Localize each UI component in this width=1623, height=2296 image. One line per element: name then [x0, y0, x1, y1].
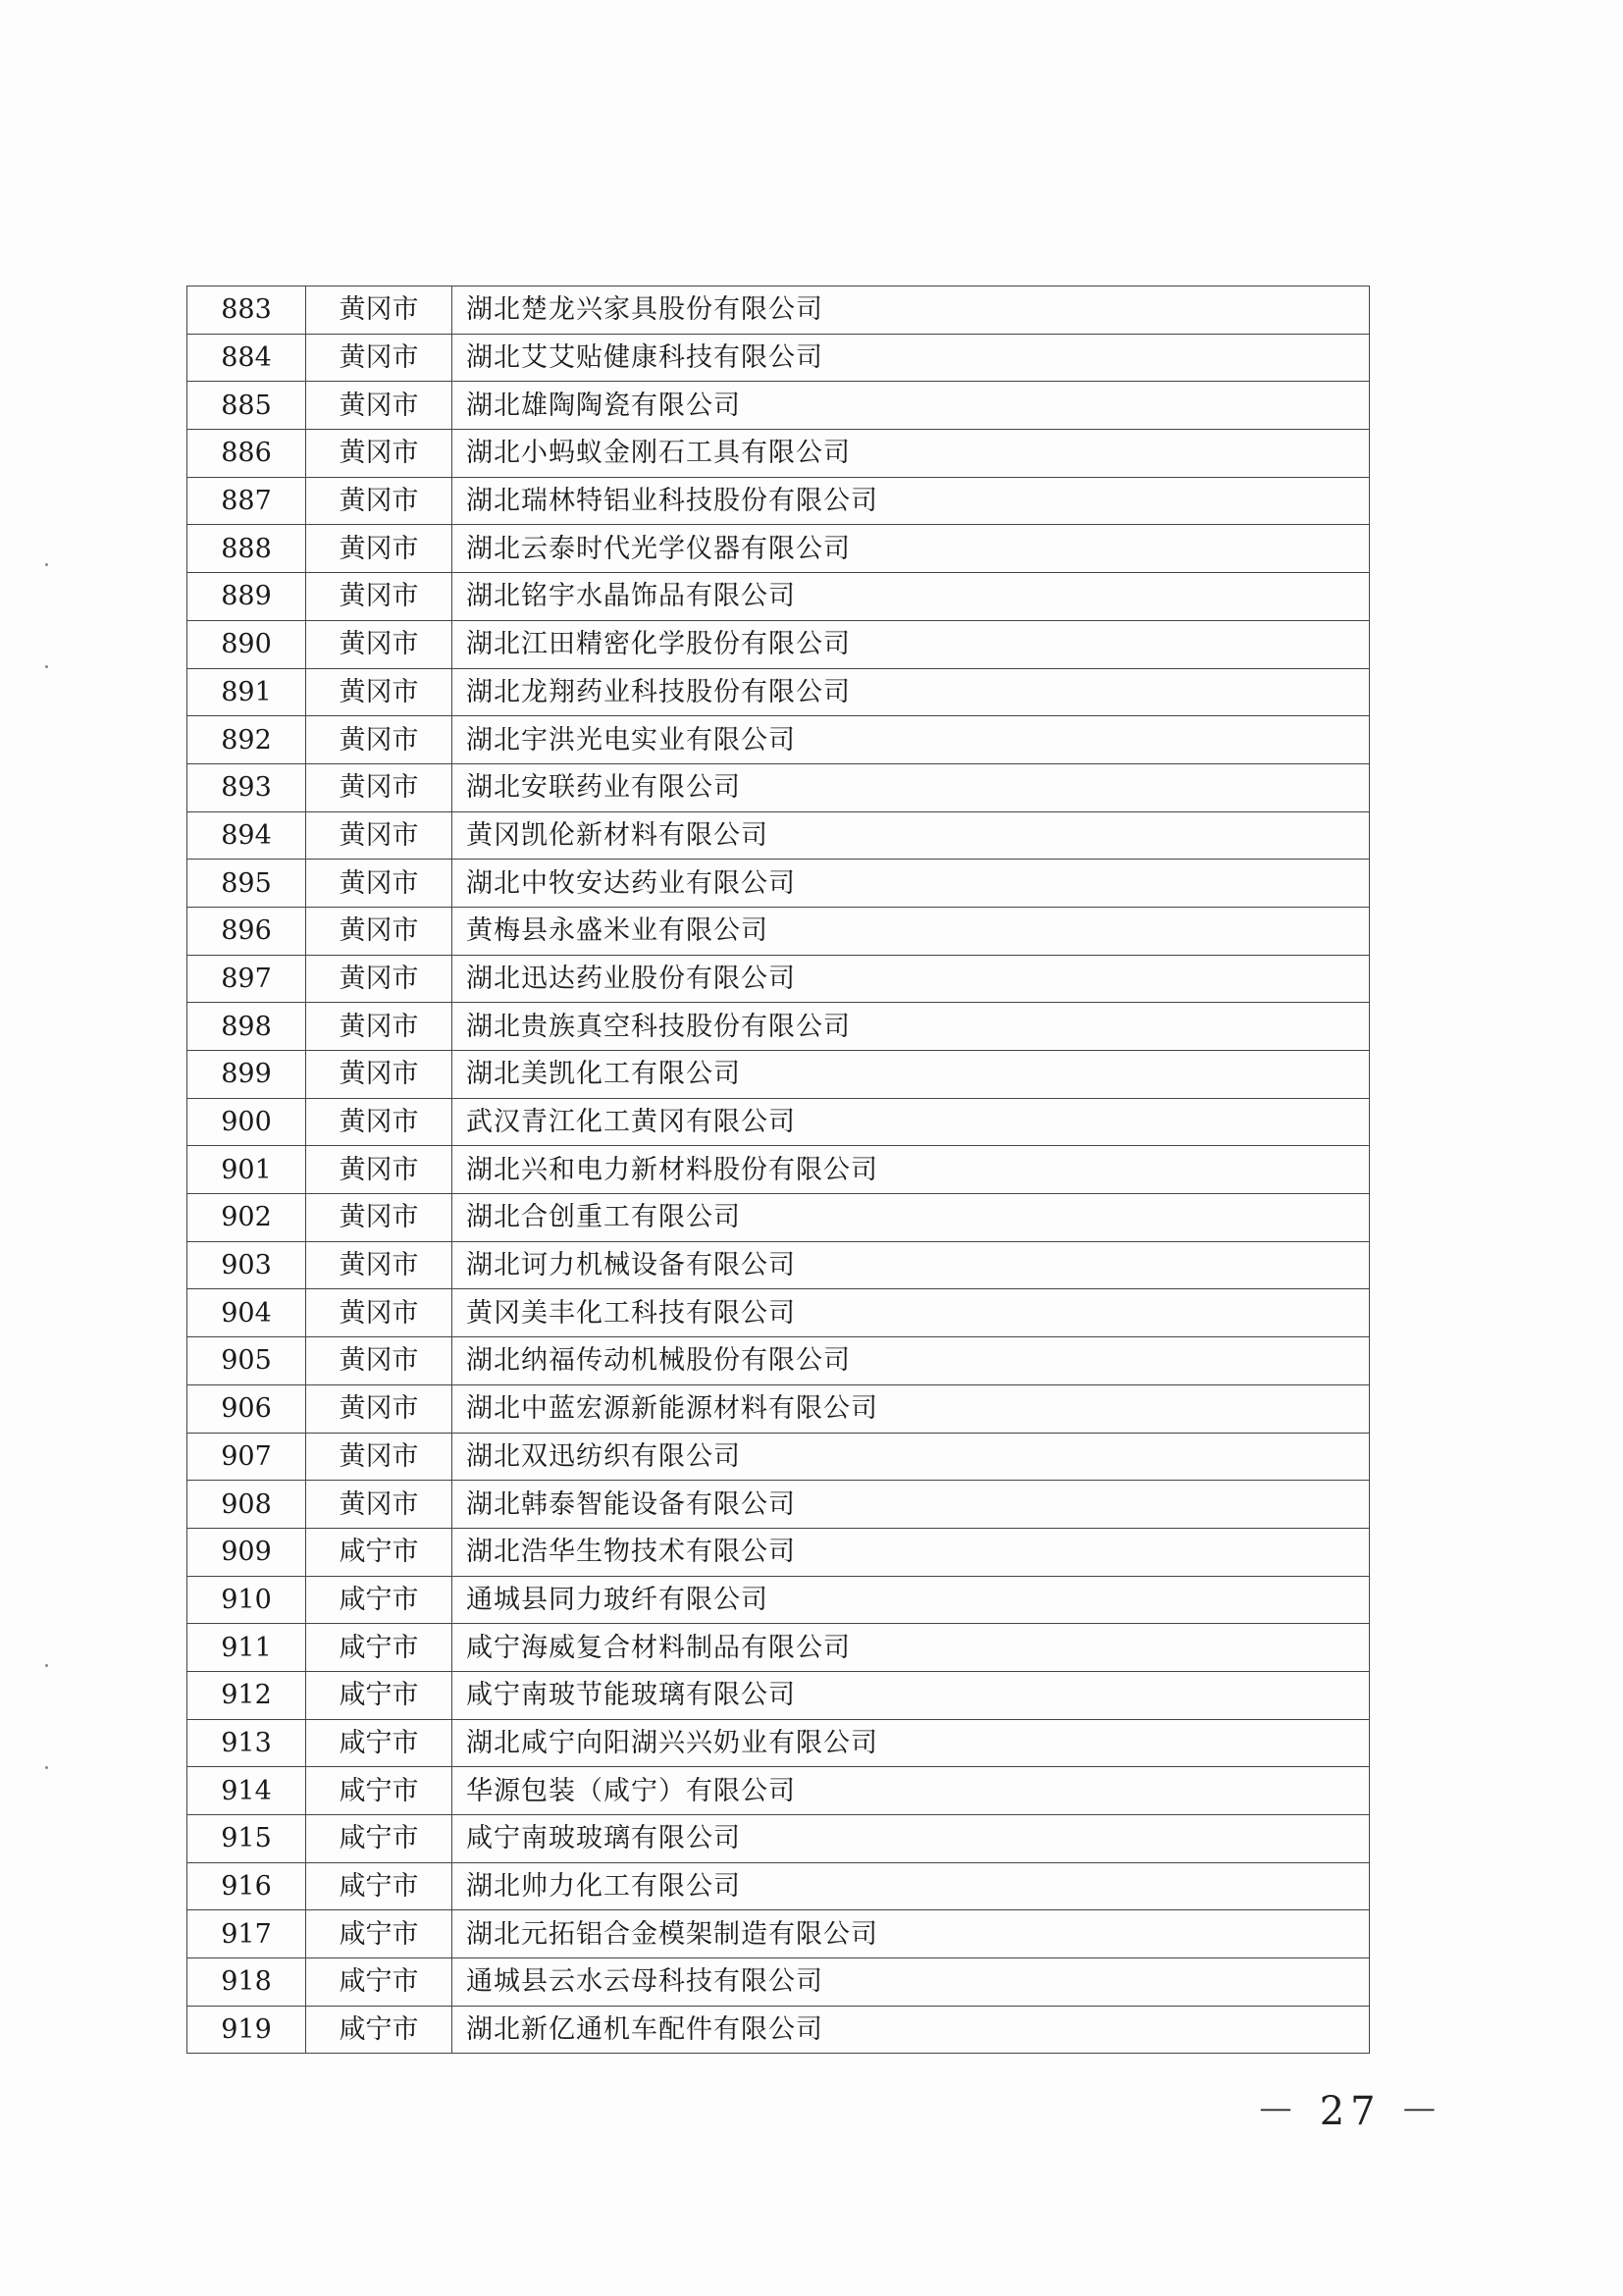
row-company-name: 湖北中蓝宏源新能源材料有限公司 [452, 1384, 1370, 1433]
row-number: 901 [187, 1146, 306, 1194]
row-city: 黄冈市 [306, 620, 452, 668]
row-number: 898 [187, 1003, 306, 1051]
row-number: 899 [187, 1051, 306, 1099]
row-number: 894 [187, 811, 306, 860]
scan-speck [45, 665, 48, 668]
row-number: 908 [187, 1481, 306, 1529]
row-city: 咸宁市 [306, 1910, 452, 1958]
row-company-name: 湖北龙翔药业科技股份有限公司 [452, 668, 1370, 716]
row-number: 900 [187, 1098, 306, 1146]
scan-speck [45, 1766, 48, 1769]
table-row [187, 382, 1370, 430]
row-city: 黄冈市 [306, 1241, 452, 1289]
row-number: 914 [187, 1767, 306, 1815]
row-city: 黄冈市 [306, 763, 452, 811]
row-city: 黄冈市 [306, 477, 452, 525]
row-city: 黄冈市 [306, 1051, 452, 1099]
row-city: 黄冈市 [306, 1146, 452, 1194]
row-number: 910 [187, 1576, 306, 1624]
row-company-name: 湖北小蚂蚁金刚石工具有限公司 [452, 430, 1370, 478]
table-row [187, 620, 1370, 668]
row-company-name: 湖北楚龙兴家具股份有限公司 [452, 287, 1370, 335]
row-company-name: 咸宁南玻节能玻璃有限公司 [452, 1671, 1370, 1719]
row-number: 891 [187, 668, 306, 716]
row-company-name: 湖北合创重工有限公司 [452, 1194, 1370, 1242]
row-company-name: 湖北迅达药业股份有限公司 [452, 955, 1370, 1003]
table-row [187, 1767, 1370, 1815]
row-city: 黄冈市 [306, 430, 452, 478]
row-company-name: 黄冈凯伦新材料有限公司 [452, 811, 1370, 860]
table-row [187, 287, 1370, 335]
row-number: 885 [187, 382, 306, 430]
row-number: 896 [187, 907, 306, 955]
row-company-name: 湖北新亿通机车配件有限公司 [452, 2006, 1370, 2054]
row-city: 黄冈市 [306, 573, 452, 621]
table-row [187, 1481, 1370, 1529]
row-number: 909 [187, 1528, 306, 1576]
row-company-name: 湖北安联药业有限公司 [452, 763, 1370, 811]
table-row [187, 1624, 1370, 1672]
row-company-name: 湖北帅力化工有限公司 [452, 1862, 1370, 1910]
row-number: 918 [187, 1958, 306, 2007]
table-row [187, 1098, 1370, 1146]
row-city: 咸宁市 [306, 1671, 452, 1719]
row-city: 黄冈市 [306, 668, 452, 716]
row-company-name: 湖北咸宁向阳湖兴兴奶业有限公司 [452, 1719, 1370, 1767]
row-city: 黄冈市 [306, 1384, 452, 1433]
row-city: 咸宁市 [306, 1719, 452, 1767]
row-company-name: 湖北瑞林特铝业科技股份有限公司 [452, 477, 1370, 525]
table-row [187, 1815, 1370, 1863]
table-row [187, 1671, 1370, 1719]
table-row [187, 573, 1370, 621]
row-number: 888 [187, 525, 306, 573]
row-number: 887 [187, 477, 306, 525]
row-city: 黄冈市 [306, 860, 452, 908]
row-number: 895 [187, 860, 306, 908]
row-city: 咸宁市 [306, 2006, 452, 2054]
table-row [187, 1146, 1370, 1194]
table-row [187, 1337, 1370, 1385]
table-row [187, 1910, 1370, 1958]
row-company-name: 湖北铭宇水晶饰品有限公司 [452, 573, 1370, 621]
row-city: 黄冈市 [306, 334, 452, 382]
row-number: 915 [187, 1815, 306, 1863]
row-city: 咸宁市 [306, 1767, 452, 1815]
row-company-name: 湖北美凯化工有限公司 [452, 1051, 1370, 1099]
table-row [187, 2006, 1370, 2054]
table-row [187, 955, 1370, 1003]
row-company-name: 湖北元拓铝合金模架制造有限公司 [452, 1910, 1370, 1958]
row-company-name: 湖北韩泰智能设备有限公司 [452, 1481, 1370, 1529]
row-city: 黄冈市 [306, 1289, 452, 1337]
table-row [187, 907, 1370, 955]
row-number: 889 [187, 573, 306, 621]
row-company-name: 湖北雄陶陶瓷有限公司 [452, 382, 1370, 430]
row-city: 咸宁市 [306, 1815, 452, 1863]
row-number: 919 [187, 2006, 306, 2054]
row-city: 黄冈市 [306, 1003, 452, 1051]
row-number: 917 [187, 1910, 306, 1958]
row-company-name: 湖北艾艾贴健康科技有限公司 [452, 334, 1370, 382]
row-number: 911 [187, 1624, 306, 1672]
row-number: 907 [187, 1433, 306, 1481]
row-company-name: 湖北中牧安达药业有限公司 [452, 860, 1370, 908]
table-row [187, 477, 1370, 525]
row-number: 884 [187, 334, 306, 382]
row-number: 890 [187, 620, 306, 668]
row-number: 916 [187, 1862, 306, 1910]
table-row [187, 811, 1370, 860]
table-row [187, 525, 1370, 573]
table-row [187, 334, 1370, 382]
row-number: 892 [187, 716, 306, 764]
row-number: 886 [187, 430, 306, 478]
row-company-name: 湖北云泰时代光学仪器有限公司 [452, 525, 1370, 573]
row-company-name: 黄冈美丰化工科技有限公司 [452, 1289, 1370, 1337]
row-company-name: 武汉青江化工黄冈有限公司 [452, 1098, 1370, 1146]
table-row [187, 1528, 1370, 1576]
row-number: 912 [187, 1671, 306, 1719]
table-row [187, 1194, 1370, 1242]
table-row [187, 1051, 1370, 1099]
row-city: 咸宁市 [306, 1624, 452, 1672]
row-company-name: 湖北江田精密化学股份有限公司 [452, 620, 1370, 668]
table-row [187, 1719, 1370, 1767]
row-company-name: 湖北诃力机械设备有限公司 [452, 1241, 1370, 1289]
scan-speck [45, 563, 48, 566]
row-city: 咸宁市 [306, 1862, 452, 1910]
row-city: 黄冈市 [306, 1337, 452, 1385]
table-row [187, 1958, 1370, 2007]
row-number: 904 [187, 1289, 306, 1337]
row-city: 咸宁市 [306, 1958, 452, 2007]
table-row [187, 1003, 1370, 1051]
row-city: 黄冈市 [306, 811, 452, 860]
table-row [187, 1433, 1370, 1481]
row-city: 黄冈市 [306, 1194, 452, 1242]
row-number: 897 [187, 955, 306, 1003]
row-company-name: 咸宁海威复合材料制品有限公司 [452, 1624, 1370, 1672]
row-company-name: 湖北浩华生物技术有限公司 [452, 1528, 1370, 1576]
row-city: 黄冈市 [306, 716, 452, 764]
row-number: 913 [187, 1719, 306, 1767]
table-row [187, 716, 1370, 764]
table-row [187, 1384, 1370, 1433]
table-row [187, 1289, 1370, 1337]
table-body [187, 287, 1370, 2054]
row-company-name: 通城县云水云母科技有限公司 [452, 1958, 1370, 2007]
row-company-name: 湖北宇洪光电实业有限公司 [452, 716, 1370, 764]
table-row [187, 1576, 1370, 1624]
table-row [187, 1241, 1370, 1289]
row-company-name: 通城县同力玻纤有限公司 [452, 1576, 1370, 1624]
row-city: 黄冈市 [306, 287, 452, 335]
row-city: 黄冈市 [306, 1098, 452, 1146]
table-row [187, 430, 1370, 478]
row-company-name: 湖北贵族真空科技股份有限公司 [452, 1003, 1370, 1051]
row-number: 893 [187, 763, 306, 811]
page-number: － 27 － [1256, 2089, 1445, 2134]
table-row [187, 763, 1370, 811]
row-company-name: 湖北纳福传动机械股份有限公司 [452, 1337, 1370, 1385]
company-list-table [186, 286, 1370, 2054]
row-number: 906 [187, 1384, 306, 1433]
row-number: 905 [187, 1337, 306, 1385]
table-row [187, 668, 1370, 716]
row-city: 黄冈市 [306, 525, 452, 573]
row-city: 黄冈市 [306, 907, 452, 955]
row-city: 黄冈市 [306, 1481, 452, 1529]
row-company-name: 华源包装（咸宁）有限公司 [452, 1767, 1370, 1815]
row-city: 咸宁市 [306, 1576, 452, 1624]
table-row [187, 1862, 1370, 1910]
row-company-name: 湖北双迅纺织有限公司 [452, 1433, 1370, 1481]
row-number: 903 [187, 1241, 306, 1289]
row-city: 咸宁市 [306, 1528, 452, 1576]
row-company-name: 咸宁南玻玻璃有限公司 [452, 1815, 1370, 1863]
row-city: 黄冈市 [306, 955, 452, 1003]
table-row [187, 860, 1370, 908]
row-city: 黄冈市 [306, 1433, 452, 1481]
row-city: 黄冈市 [306, 382, 452, 430]
row-number: 902 [187, 1194, 306, 1242]
row-company-name: 湖北兴和电力新材料股份有限公司 [452, 1146, 1370, 1194]
row-company-name: 黄梅县永盛米业有限公司 [452, 907, 1370, 955]
scan-speck [45, 1664, 48, 1667]
row-number: 883 [187, 287, 306, 335]
